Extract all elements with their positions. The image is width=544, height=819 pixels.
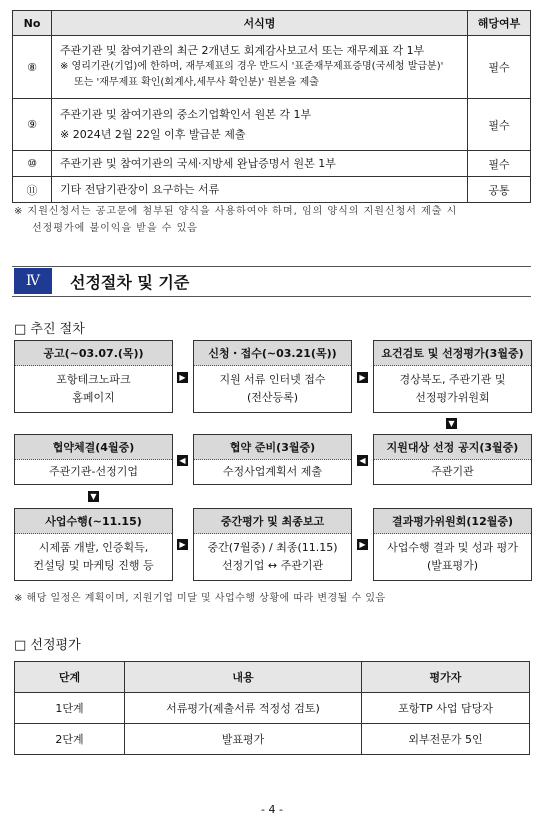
process-heading: □ 추진 절차 (14, 322, 85, 337)
table-row (15, 724, 530, 755)
step-body (194, 534, 351, 580)
step-line: 경상북도, 주관기관 및 (399, 373, 506, 386)
table-row (13, 36, 531, 99)
table-header-row (15, 662, 530, 693)
header-stage: 단계 (15, 662, 125, 693)
step-title: 협약 준비(3월중) (194, 435, 351, 460)
row-note: ※ 영리기관(기업)에 한하며, 재무제표의 경우 반드시 '표준재무제표증명(국세청 발급분)' (60, 61, 444, 72)
arrow-right-icon: ▶ (177, 372, 188, 383)
table-row (13, 177, 531, 203)
header-content: 내용 (125, 662, 362, 693)
step-title: 지원대상 선정 공지(3월중) (374, 435, 531, 460)
submission-documents-table (12, 10, 531, 203)
row-note: ※ 2024년 2월 22일 이후 발급분 제출 (60, 127, 246, 141)
table-row (13, 99, 531, 151)
row-text: 주관기관 및 참여기관의 최근 2개년도 회계감사보고서 또는 재무제표 각 1부 (60, 44, 425, 57)
section-rule-bottom (12, 296, 531, 297)
process-step-notice (373, 434, 532, 485)
step-body (374, 534, 531, 580)
row-requirement: 필수 (468, 99, 531, 151)
submission-note-line1: ※ 지원신청서는 공고문에 첨부된 양식을 사용하여야 하며, 임의 양식의 지원신청서 제출 시 (14, 206, 458, 217)
step-line: 시제품 개발, 인증획득, (38, 541, 149, 554)
step-body (15, 366, 172, 412)
step-line: 포항테크노파크 (56, 373, 131, 386)
cell-content: 발표평가 (125, 724, 362, 755)
step-line: 선정평가위원회 (415, 391, 490, 404)
header-applicable: 해당여부 (468, 11, 531, 36)
cell-evaluator: 외부전문가 5인 (362, 724, 530, 755)
row-content (52, 99, 468, 151)
cell-stage: 1단계 (15, 693, 125, 724)
row-number: ⑨ (13, 99, 52, 151)
cell-content: 서류평가(제출서류 적정성 검토) (125, 693, 362, 724)
process-step-agreement (14, 434, 173, 485)
row-number: ⑩ (13, 151, 52, 177)
process-step-result-evaluation (373, 508, 532, 581)
step-line: 주관기관 (431, 465, 474, 478)
step-line: 중간(7월중) / 최종(11.15) (207, 541, 338, 554)
table-row (15, 693, 530, 724)
arrow-right-icon: ▶ (177, 539, 188, 550)
step-line: 주관기관-선정기업 (49, 465, 138, 478)
arrow-down-icon: ▼ (88, 491, 99, 502)
step-line: 지원 서류 인터넷 접수 (219, 373, 326, 386)
process-step-execution (14, 508, 173, 581)
row-requirement: 필수 (468, 151, 531, 177)
step-line: (발표평가) (426, 559, 479, 572)
step-line: 홈페이지 (72, 391, 115, 404)
process-note: ※ 해당 일정은 계획이며, 지원기업 미달 및 사업수행 상황에 따라 변경될 수 있음 (14, 593, 386, 604)
cell-stage: 2단계 (15, 724, 125, 755)
step-title: 결과평가위원회(12월중) (374, 509, 531, 534)
step-line: (전산등록) (246, 391, 299, 404)
arrow-right-icon: ▶ (357, 372, 368, 383)
row-requirement: 필수 (468, 36, 531, 99)
header-form-name: 서식명 (52, 11, 468, 36)
step-body (15, 534, 172, 580)
step-line: 선정기업 ↔ 주관기관 (221, 559, 324, 572)
section-numeral-badge (14, 268, 52, 294)
page-number: - 4 - (261, 803, 283, 816)
row-text: 주관기관 및 참여기관의 중소기업확인서 원본 각 1부 (60, 107, 312, 121)
step-title: 중간평가 및 최종보고 (194, 509, 351, 534)
header-no: No (13, 11, 52, 36)
row-requirement: 공통 (468, 177, 531, 203)
cell-evaluator: 포항TP 사업 담당자 (362, 693, 530, 724)
step-body (194, 460, 351, 484)
table-row (13, 151, 531, 177)
evaluation-heading: □ 선정평가 (14, 638, 81, 653)
step-line: 사업수행 결과 및 성과 평가 (387, 541, 518, 554)
header-evaluator: 평가자 (362, 662, 530, 693)
submission-note-line2: 선정평가에 불이익을 받을 수 있음 (32, 223, 198, 234)
step-title: 요건검토 및 선정평가(3월중) (374, 341, 531, 366)
arrow-down-icon: ▼ (446, 418, 457, 429)
step-body (374, 366, 531, 412)
process-step-announcement (14, 340, 173, 413)
row-text: 기타 전담기관장이 요구하는 서류 (52, 177, 468, 203)
arrow-right-icon: ▶ (357, 539, 368, 550)
step-body (374, 460, 531, 484)
section-rule-top (12, 266, 531, 267)
step-title: 신청・접수(~03.21(목)) (194, 341, 351, 366)
step-title: 공고(~03.07.(목)) (15, 341, 172, 366)
section-title: 선정절차 및 기준 (70, 273, 190, 292)
arrow-left-icon: ◀ (177, 455, 188, 466)
row-number: ⑧ (13, 36, 52, 99)
process-step-application (193, 340, 352, 413)
step-body (194, 366, 351, 412)
row-note: 또는 '재무제표 확인(회계사,세무사 확인분)' 원본을 제출 (74, 77, 319, 88)
evaluation-table (14, 661, 530, 755)
process-step-review (373, 340, 532, 413)
step-title: 협약체결(4월중) (15, 435, 172, 460)
section-numeral: Ⅳ (26, 273, 40, 289)
step-body (15, 460, 172, 484)
process-step-interim-report (193, 508, 352, 581)
step-line: 컨설팅 및 마케팅 진행 등 (33, 559, 154, 572)
step-line: 수정사업계획서 제출 (222, 465, 323, 478)
table-header-row (13, 11, 531, 36)
row-content (52, 36, 468, 99)
arrow-left-icon: ◀ (357, 455, 368, 466)
row-number: ⑪ (13, 177, 52, 203)
process-step-preparation (193, 434, 352, 485)
row-text: 주관기관 및 참여기관의 국세·지방세 완납증명서 원본 1부 (52, 151, 468, 177)
step-title: 사업수행(~11.15) (15, 509, 172, 534)
